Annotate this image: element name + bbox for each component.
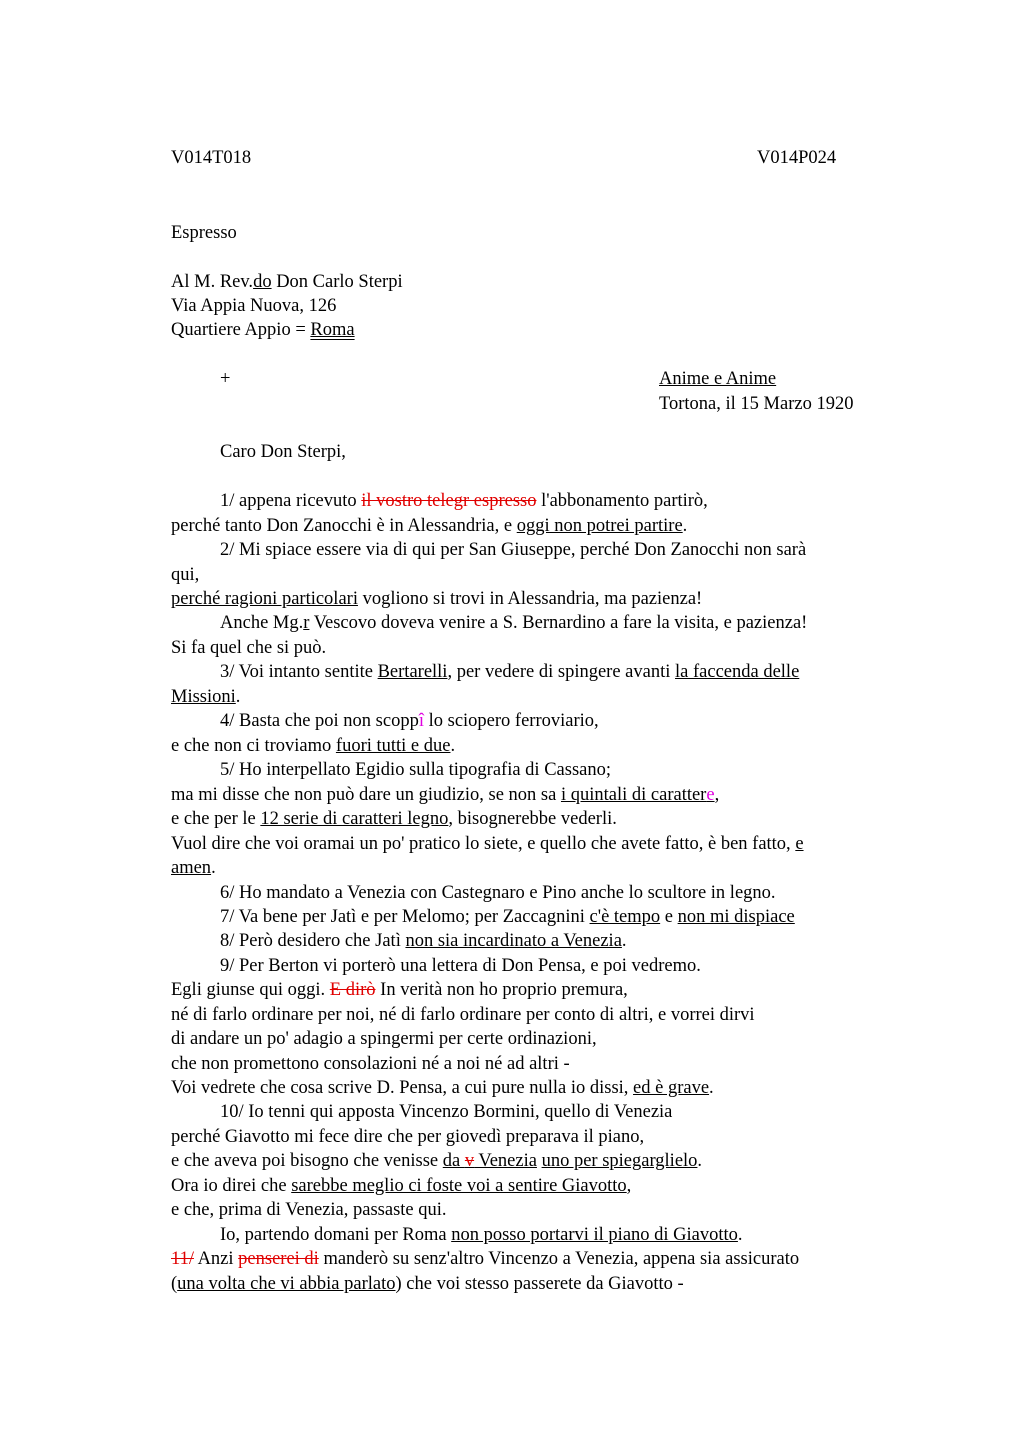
paragraph-1-line-1: 1/ appena ricevuto il vostro telegr espresso l'abbonamento partirò, — [220, 491, 708, 511]
salutation: Caro Don Sterpi, — [220, 442, 346, 462]
paragraph-2-line-4: Anche Mg.r Vescovo doveva venire a S. Bernardino a fare la visita, e pazienza! — [220, 613, 808, 633]
espresso-label: Espresso — [171, 223, 237, 243]
motto: Anime e Anime — [659, 369, 777, 389]
paragraph-10-line-1: 10/ Io tenni qui apposta Vincenzo Bormini, quello di Venezia — [220, 1102, 673, 1122]
paragraph-2-line-2: qui, — [171, 565, 200, 585]
paragraph-3-line-1: 3/ Voi intanto sentite Bertarelli, per vedere di spingere avanti la faccenda delle — [220, 662, 800, 682]
paragraph-9-line-5: che non promettono consolazioni né a noi né ad altri - — [171, 1054, 570, 1074]
paragraph-5-line-3: e che per le 12 serie di caratteri legno, bisognerebbe vederli. — [171, 809, 617, 829]
paragraph-5-line-1: 5/ Ho interpellato Egidio sulla tipografia di Cassano; — [220, 760, 611, 780]
paragraph-2-line-5: Si fa quel che si può. — [171, 638, 327, 658]
paragraph-10-line-5: e che, prima di Venezia, passaste qui. — [171, 1200, 447, 1220]
paragraph-11-line-2: (una volta che vi abbia parlato) che voi stesso passerete da Giavotto - — [171, 1274, 684, 1294]
paragraph-2-line-1: 2/ Mi spiace essere via di qui per San Giuseppe, perché Don Zanocchi non sarà — [220, 540, 807, 560]
paragraph-1-line-2: perché tanto Don Zanocchi è in Alessandria, e oggi non potrei partire. — [171, 516, 688, 536]
address-line-3: Quartiere Appio = Roma — [171, 320, 355, 340]
paragraph-5-line-2: ma mi disse che non può dare un giudizio, se non sa i quintali di carattere, — [171, 785, 720, 805]
address-line-1: Al M. Rev.do Don Carlo Sterpi — [171, 272, 403, 292]
paragraph-5-line-5: amen. — [171, 858, 216, 878]
paragraph-10-line-6: Io, partendo domani per Roma non posso portarvi il piano di Giavotto. — [220, 1225, 743, 1245]
paragraph-11-line-1: 11/ Anzi penserei di manderò su senz'altro Vincenzo a Venezia, appena sia assicurato — [171, 1249, 800, 1269]
paragraph-9-line-3: né di farlo ordinare per noi, né di farlo ordinare per conto di altri, e vorrei dirvi — [171, 1005, 755, 1025]
paragraph-2-line-3: perché ragioni particolari vogliono si trovi in Alessandria, ma pazienza! — [171, 589, 703, 609]
paragraph-3-line-2: Missioni. — [171, 687, 241, 707]
header-right-code: V014P024 — [757, 148, 837, 168]
paragraph-10-line-3: e che aveva poi bisogno che venisse da v Venezia uno per spiegarglielo. — [171, 1151, 703, 1171]
paragraph-4-line-2: e che non ci troviamo fuori tutti e due. — [171, 736, 456, 756]
paragraph-8-line-1: 8/ Però desidero che Jatì non sia incardinato a Venezia. — [220, 931, 627, 951]
paragraph-4-line-1: 4/ Basta che poi non scoppî lo sciopero ferroviario, — [220, 711, 599, 731]
paragraph-10-line-4: Ora io direi che sarebbe meglio ci foste voi a sentire Giavotto, — [171, 1176, 632, 1196]
paragraph-9-line-2: Egli giunse qui oggi. E dirò In verità non ho proprio premura, — [171, 980, 628, 1000]
paragraph-9-line-4: di andare un po' adagio a spingermi per certe ordinazioni, — [171, 1029, 597, 1049]
paragraph-6-line-1: 6/ Ho mandato a Venezia con Castegnaro e Pino anche lo scultore in legno. — [220, 883, 776, 903]
address-line-2: Via Appia Nuova, 126 — [171, 296, 337, 316]
paragraph-5-line-4: Vuol dire che voi oramai un po' pratico lo siete, e quello che avete fatto, è ben fatto, e — [171, 834, 804, 854]
paragraph-9-line-6: Voi vedrete che cosa scrive D. Pensa, a cui pure nulla io dissi, ed è grave. — [171, 1078, 714, 1098]
paragraph-10-line-2: perché Giavotto mi fece dire che per giovedì preparava il piano, — [171, 1127, 645, 1147]
header-left-code: V014T018 — [171, 148, 252, 168]
paragraph-7-line-1: 7/ Va bene per Jatì e per Melomo; per Zaccagnini c'è tempo e non mi dispiace — [220, 907, 795, 927]
date-line: Tortona, il 15 Marzo 1920 — [659, 394, 854, 414]
cross-symbol: + — [220, 369, 231, 389]
paragraph-9-line-1: 9/ Per Berton vi porterò una lettera di Don Pensa, e poi vedremo. — [220, 956, 701, 976]
